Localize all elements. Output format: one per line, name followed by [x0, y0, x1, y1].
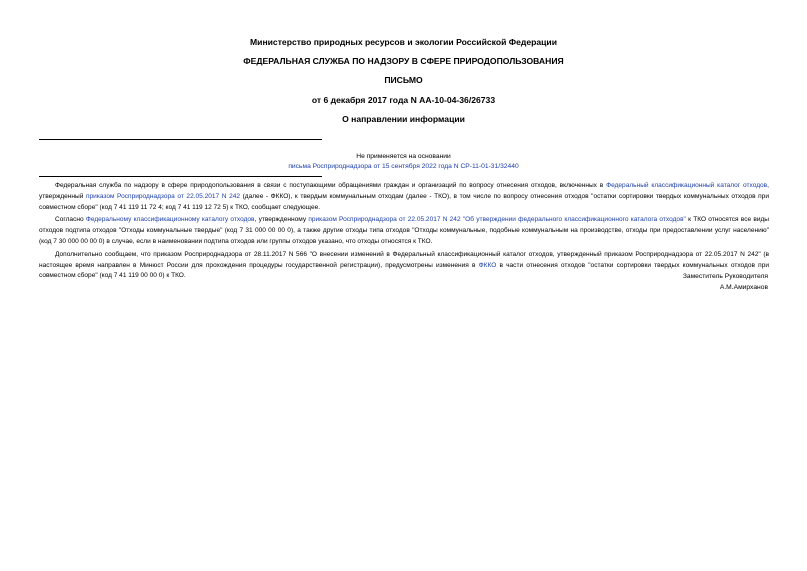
paragraph-1-text-1: Федеральная служба по надзору в сфере природопользования в связи с поступающими обращениями граждан и организаций по вопросу отнесения отходов, включенных в — [55, 182, 607, 189]
paragraph-3 — [39, 250, 769, 282]
paragraph-2-text-3: к ТКО относятся все виды отходов подтипа отходов "Отходы коммунальные твердые" (код 7 31 000 00 00 0), а также другие отходы типа отходов "Отходы коммунальные, подобные коммунальным на производстве, отходы при предоставлении услуг населению" (код 7 30 000 00 00 0) в случае, если в наименовании подтипа отходов или группы отходов указано, что отходы относятся к ТКО. — [39, 216, 770, 245]
paragraph-2-text-2: , утвержденному — [254, 216, 309, 224]
signatory-position: Заместитель Руководителя — [682, 273, 768, 280]
paragraph-1-text-3: (далее - ФККО), к твердым коммунальным отходам (далее - ТКО), в том числе по вопросу отнесения отходов "остатки сортировки твердых коммунальных отходов при совместном сборе" (код 7 41 119 11 72 4; код 7 41 119 12 72 5) к ТКО, сообщает следующее. — [39, 192, 769, 211]
notice-link[interactable]: письма Росприроднадзора от 15 сентября 2022 года N СР-11-01-31/32440 — [288, 163, 519, 170]
fkko-catalog-link-2[interactable]: Федеральному классификационному каталогу отходов — [85, 216, 255, 224]
document-subject: О направлении информации — [342, 114, 465, 124]
paragraph-2-text-1: Согласно — [55, 216, 86, 224]
separator-bottom — [39, 176, 322, 177]
paragraph-3-text-2: в части отнесения отходов "остатки сортировки твердых коммунальных отходов при совместном сборе" (код 7 41 119 00 00 0) к ТКО. — [39, 261, 770, 280]
paragraph-1-text-2: , утвержденный — [39, 182, 769, 200]
paragraph-2 — [39, 215, 769, 247]
notice-text: Не применяется на основании — [356, 153, 451, 160]
fkko-catalog-link[interactable]: Федеральный классификационный каталог отходов — [606, 182, 768, 189]
letter-body — [39, 181, 769, 284]
signatory-name: А.М.Амирханов — [719, 284, 768, 291]
separator-top — [39, 139, 322, 140]
fkko-short-link[interactable]: ФККО — [478, 261, 497, 269]
order-242-link[interactable]: приказом Росприроднадзора от 22.05.2017 N 242 — [85, 192, 241, 200]
ministry-heading: Министерство природных ресурсов и экологии Российской Федерации — [250, 37, 557, 47]
document-date-number: от 6 декабря 2017 года N АА-10-04-36/26733 — [311, 95, 496, 105]
notice-line-2 — [0, 162, 807, 171]
paragraph-1 — [39, 181, 769, 213]
service-heading: ФЕДЕРАЛЬНАЯ СЛУЖБА ПО НАДЗОРУ В СФЕРЕ ПРИРОДОПОЛЬЗОВАНИЯ — [243, 56, 564, 66]
order-242-approval-link[interactable]: приказом Росприроднадзора от 22.05.2017 N 242 "Об утверждении федерального классификационного каталога отходов" — [308, 216, 686, 224]
paragraph-3-text-1: Дополнительно сообщаем, что приказом Росприроднадзора от 28.11.2017 N 566 "О внесении изменений в Федеральный классификационный каталог отходов, утвержденный приказом Росприроднадзора от 22.05.2017 N 242" (в настоящее время направлен в Минюст России для прохождения процедуры государственной регистрации), предусмотрены изменения в — [39, 250, 769, 269]
document-type-heading: ПИСЬМО — [384, 75, 423, 85]
